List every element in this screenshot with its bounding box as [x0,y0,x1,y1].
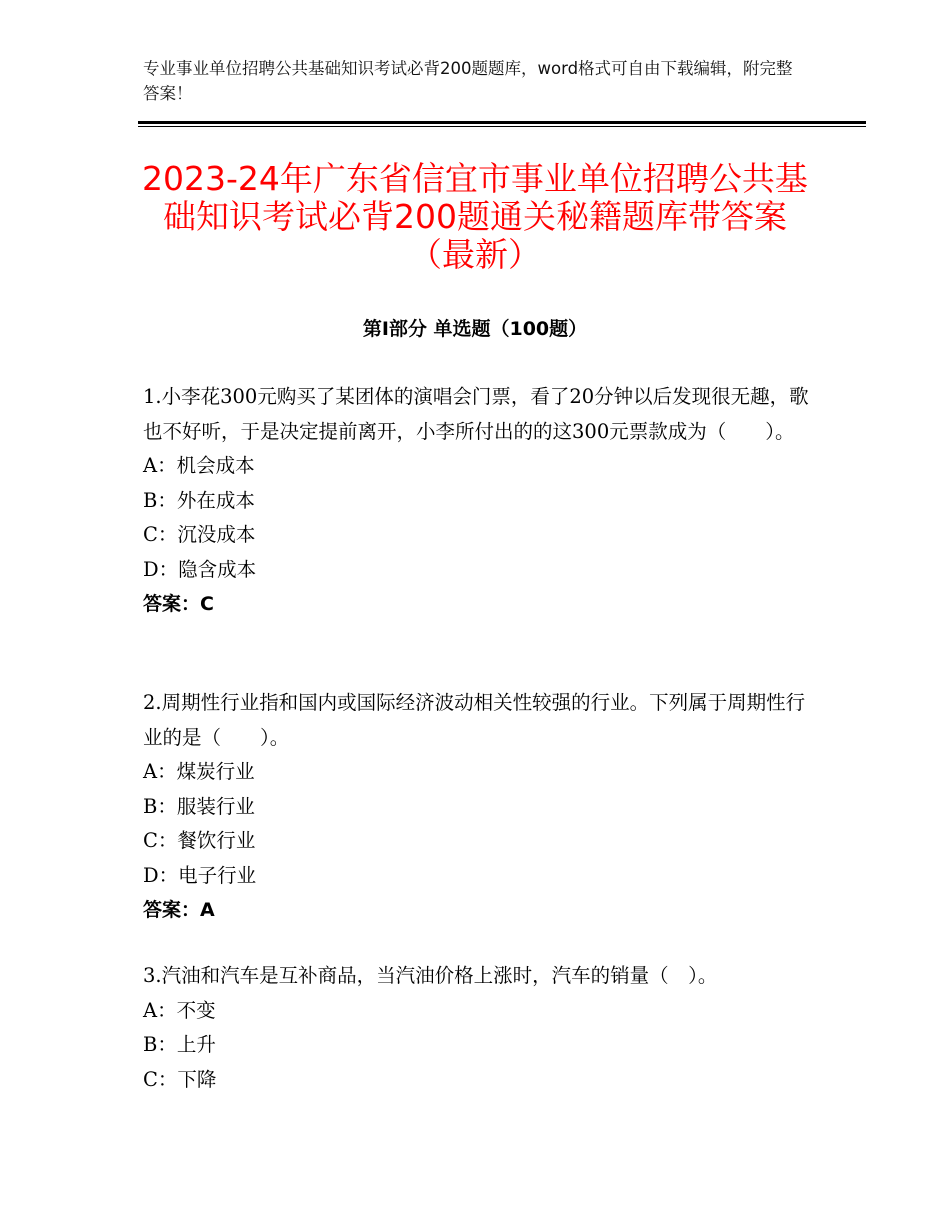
option-b: B：外在成本 [143,488,255,512]
option-a: A：机会成本 [143,454,255,477]
answer: 答案：A [143,899,215,921]
part-heading: 第Ⅰ部分 单选题（100题） [362,318,588,340]
header-divider-thin [138,126,866,127]
header-divider-thick [138,121,866,124]
option-a: A：不变 [143,998,216,1022]
question-3 [143,959,813,1097]
question-stem: 2.周期性行业指和国内或国际经济波动相关性较强的行业。下列属于周期性行业的是（ ）。 [143,691,806,749]
option-c: C：餐饮行业 [143,829,256,852]
option-c: C：下降 [143,1067,217,1091]
question-stem: 1.小李花300元购买了某团体的演唱会门票，看了20分钟以后发现很无趣，歌也不好听，于是决定提前离开，小李所付出的的这300元票款成为（ ）。 [143,385,809,443]
document-title: 2023-24年广东省信宜市事业单位招聘公共基础知识考试必背200题通关秘籍题库带答案（最新） [142,159,808,274]
question-stem: 3.汽油和汽车是互补商品，当汽油价格上涨时，汽车的销量（ ）。 [143,964,718,987]
question-1 [143,380,813,622]
option-b: B：上升 [143,1033,216,1056]
question-2 [143,686,813,928]
option-d: D：隐含成本 [143,557,257,581]
option-c: C：沉没成本 [143,523,256,546]
header-note: 专业事业单位招聘公共基础知识考试必背200题题库，word格式可自由下载编辑，附完整答案！ [143,59,793,103]
option-d: D：电子行业 [143,863,257,887]
answer: 答案：C [143,593,214,615]
option-a: A：煤炭行业 [143,760,255,783]
option-b: B：服装行业 [143,794,255,818]
